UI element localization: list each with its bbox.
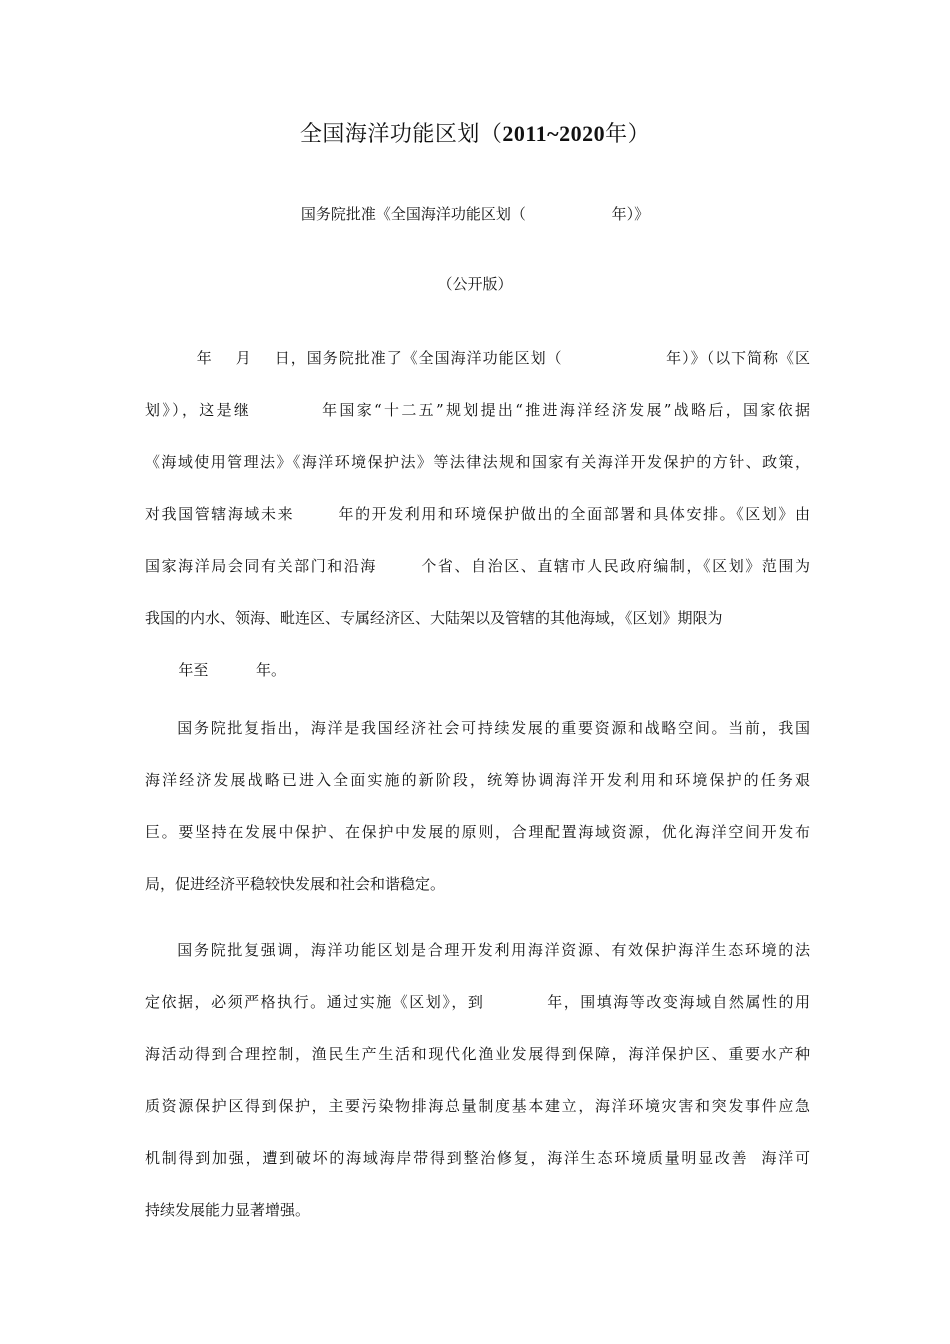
paragraph-line: 年 月 日，国务院批准了《全国海洋功能区划（ 年）》（以下简称《区	[145, 349, 810, 367]
paragraph-line: 对我国管辖海域未来 年的开发利用和环境保护做出的全面部署和具体安排。《区划》由	[145, 505, 810, 523]
paragraph-line: 巨。要坚持在发展中保护、在保护中发展的原则，合理配置海域资源，优化海洋空间开发布	[145, 823, 810, 841]
edition-label: （公开版）	[437, 275, 513, 293]
paragraph-line: 定依据，必须严格执行。通过实施《区划》，到 年，围填海等改变海域自然属性的用	[145, 993, 810, 1011]
paragraph-line: 持续发展能力显著增强。	[145, 1201, 311, 1219]
title-prefix: 全国海洋功能区划（	[299, 122, 503, 147]
paragraph-line: 机制得到加强，遭到破坏的海域海岸带得到整治修复，海洋生态环境质量明显改善 海洋可	[145, 1149, 810, 1167]
document-title	[0, 116, 950, 153]
paragraph-line: 海活动得到合理控制，渔民生产生活和现代化渔业发展得到保障，海洋保护区、重要水产种	[145, 1045, 810, 1063]
paragraph-line: 国务院批复指出，海洋是我国经济社会可持续发展的重要资源和战略空间。当前，我国	[145, 719, 810, 737]
paragraph-line: 局，促进经济平稳较快发展和社会和谐稳定。	[145, 875, 446, 893]
paragraph-line: 海洋经济发展战略已进入全面实施的新阶段，统筹协调海洋开发利用和环境保护的任务艰	[145, 771, 810, 789]
paragraph-line: 《海域使用管理法》《海洋环境保护法》等法律法规和国家有关海洋开发保护的方针、政策，	[145, 453, 810, 471]
paragraph-line: 划》），这是继 年国家“十二五”规划提出“推进海洋经济发展”战略后，国家依据	[145, 401, 810, 419]
document-subtitle: 国务院批准《全国海洋功能区划（ 年）》	[300, 205, 650, 223]
title-suffix: 年）	[605, 122, 651, 147]
paragraph-approval	[145, 332, 810, 696]
paragraph-line: 国务院批复强调，海洋功能区划是合理开发利用海洋资源、有效保护海洋生态环境的法	[145, 941, 810, 959]
title-years: 2011~2020	[502, 121, 606, 146]
paragraph-line: 年至 年。	[145, 661, 287, 679]
paragraph-line: 质资源保护区得到保护，主要污染物排海总量制度基本建立，海洋环境灾害和突发事件应急	[145, 1097, 810, 1115]
paragraph-reply-emphasis	[145, 924, 810, 1236]
paragraph-line: 我国的内水、领海、毗连区、专属经济区、大陆架以及管辖的其他海域，《区划》期限为	[145, 609, 723, 627]
paragraph-reply-point	[145, 702, 810, 910]
paragraph-line: 国家海洋局会同有关部门和沿海 个省、自治区、直辖市人民政府编制，《区划》范围为	[145, 557, 810, 575]
